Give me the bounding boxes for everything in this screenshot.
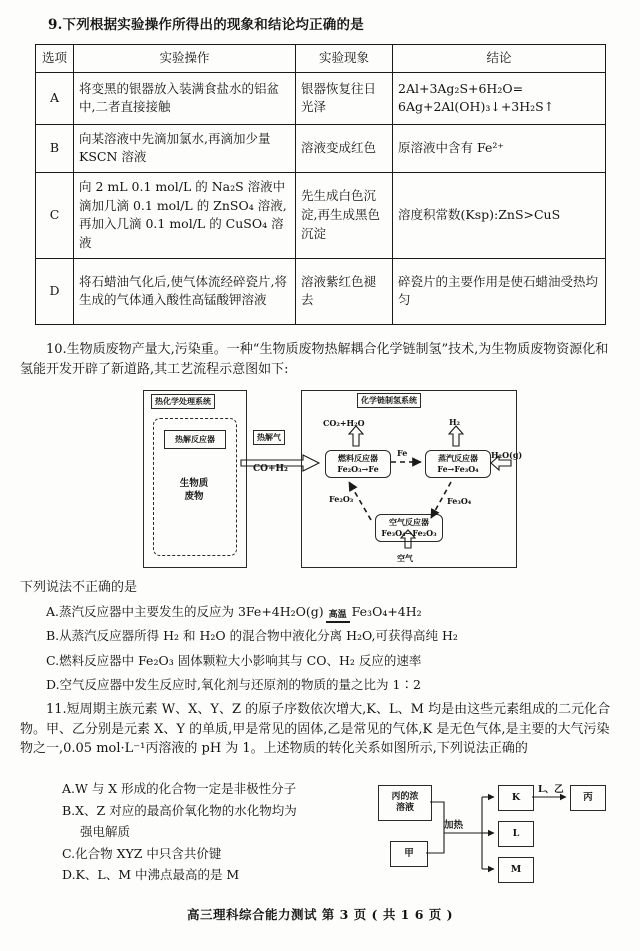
table-header-phenomenon: 实验现象 (296, 45, 393, 73)
q11-option-b-continued: 强电解质 (80, 824, 131, 839)
q11-option-d: D.K、L、M 中沸点最高的是 M (62, 867, 240, 882)
conclusion-a-line2: 6Ag+2Al(OH)₃↓+3H₂S↑ (398, 99, 555, 115)
fuel-reactor-output-label: CO₂+H₂O (323, 418, 365, 428)
question-9-table (35, 44, 606, 325)
transformation-diagram-arrows (378, 783, 608, 887)
source-line1: 丙的浓 (391, 792, 419, 803)
hollow-arrow-co2 (349, 426, 363, 446)
heating-condition-label: 加热 (444, 820, 464, 831)
chemical-looping-system-title: 化学链制氢系统 (357, 393, 421, 408)
row-operation-b: 向某溶液中先滴加氯水,再滴加少量 KSCN 溶液 (74, 124, 296, 172)
row-phenomenon-c: 先生成白色沉淀,再生成黑色沉淀 (296, 172, 393, 258)
dashed-arrow-fe2o3 (349, 482, 371, 520)
row-conclusion-d: 碎瓷片的主要作用是使石蜡油受热均匀 (393, 258, 606, 324)
fuel-reactor-name: 燃料反应器 (338, 453, 378, 463)
product-bing-box: 丙 (570, 785, 606, 811)
arrow-reagent-label: L、乙 (538, 784, 564, 795)
question-10-prompt: 下列说法不正确的是 (20, 580, 138, 595)
pyrolysis-reactor-box: 热解反应器 (164, 430, 226, 449)
option-a-post: Fe₃O₄+4H₂ (351, 604, 422, 619)
table-header-operation: 实验操作 (74, 45, 296, 73)
row-operation-d: 将石蜡油气化后,使气体流经碎瓷片,将生成的气体通入酸性高锰酸钾溶液 (74, 258, 296, 324)
row-conclusion-a (393, 72, 606, 124)
thermochemical-system-title: 热化学处理系统 (151, 394, 215, 409)
row-option-c: C (36, 172, 74, 258)
hollow-arrow-pyrogas (241, 455, 319, 471)
row-operation-a: 将变黑的银器放入装满食盐水的铝盆中,二者直接接触 (74, 72, 296, 124)
reagent-jia-box: 甲 (390, 841, 428, 867)
pyrolysis-gas-label: 热解气 (253, 430, 285, 445)
page-footer: 高三理科综合能力测试 第 3 页 ( 共 1 6 页 ) (186, 907, 454, 922)
question-9-stem: 9.下列根据实验操作所得出的现象和结论均正确的是 (48, 17, 364, 33)
option-a (46, 600, 626, 624)
table-row (36, 258, 606, 324)
option-c: C.燃料反应器中 Fe₂O₃ 固体颗粒大小影响其与 CO、H₂ 反应的速率 (46, 652, 422, 668)
question-10-stem: 10.生物质废物产量大,污染重。一种“生物质废物热解耦合化学链制氢”技术,为生物质废物资源化和氢能开发开辟了新道路,其工艺流程示意图如下: (20, 342, 609, 377)
biomass-line1: 生物质 (179, 478, 209, 489)
hollow-arrow-air-in (401, 530, 415, 548)
air-input-label: 空气 (397, 553, 413, 563)
transformation-diagram (378, 783, 608, 887)
row-phenomenon-b: 溶液变成红色 (296, 124, 393, 172)
table-row (36, 172, 606, 258)
question-10-options (46, 600, 626, 698)
option-a-pre: A.蒸汽反应器中主要发生的反应为 3Fe+4H₂O(g) (46, 604, 324, 619)
row-option-a: A (36, 72, 74, 124)
steam-input-label: H₂O(g) (491, 450, 523, 460)
table-header-row (36, 45, 606, 73)
table-header-conclusion: 结论 (393, 45, 606, 73)
dashed-arrow-fe3o4 (431, 482, 451, 518)
q11-option-c: C.化合物 XYZ 中只含共价键 (62, 845, 222, 861)
table-header-option: 选项 (36, 45, 74, 73)
hydrogen-output-label: H₂ (449, 417, 461, 427)
option-b: B.从蒸汽反应器所得 H₂ 和 H₂O 的混合物中液化分离 H₂O,可获得高纯 H₂ (46, 628, 458, 644)
fuel-reactor-equation: Fe₂O₃→Fe (337, 463, 379, 474)
product-k-box: K (498, 785, 534, 811)
fe3o4-transfer-label: Fe₃O₄ (447, 496, 472, 506)
fe-transfer-label: Fe (397, 448, 408, 458)
row-option-d: D (36, 258, 74, 324)
reaction-condition-label: 高温 (326, 611, 350, 623)
product-m-box: M (498, 857, 534, 883)
question-11-options (62, 778, 372, 886)
line-from-source (430, 802, 444, 833)
row-option-b: B (36, 124, 74, 172)
hollow-arrow-h2 (449, 426, 463, 446)
row-conclusion-c: 溶度积常数(Ksp):ZnS>CuS (393, 172, 606, 258)
product-l-box: L (498, 821, 534, 847)
biomass-line2: 废物 (184, 490, 204, 502)
option-d: D.空气反应器中发生反应时,氧化剂与还原剂的物质的量之比为 1∶2 (46, 677, 421, 693)
flow-diagram-arrows (143, 390, 515, 568)
q11-option-a: A.W 与 X 形成的化合物一定是非极性分子 (62, 781, 297, 796)
question-11-stem: 11.短周期主族元素 W、X、Y、Z 的原子序数依次增大,K、L、M 均是由这些元素组成的二元化合物。甲、乙分别是元素 X、Y 的单质,甲是常见的固体,乙是常见的气体,K 是无色气体,是主要的大气污染物之一,0.05 mol·L⁻¹丙溶液的 pH 为 1。上述物质的转化关系如图所示,下列说法正确的 (20, 702, 611, 756)
fe2o3-transfer-label: Fe₂O₃ (329, 494, 354, 504)
row-operation-c: 向 2 mL 0.1 mol/L 的 Na₂S 溶液中滴加几滴 0.1 mol/L 的 ZnSO₄ 溶液,再加入几滴 0.1 mol/L 的 CuSO₄ 溶液 (74, 172, 296, 258)
table-row (36, 72, 606, 124)
steam-reactor-name: 蒸汽反应器 (438, 453, 478, 463)
air-reactor-name: 空气反应器 (389, 517, 429, 527)
row-phenomenon-a: 银器恢复往日光泽 (296, 72, 393, 124)
source-line2: 溶液 (395, 803, 414, 813)
line-from-reagent (426, 833, 444, 853)
q11-option-b: B.X、Z 对应的最高价氧化物的水化物均为 (62, 802, 297, 818)
row-conclusion-b: 原溶液中含有 Fe²⁺ (393, 124, 606, 172)
hollow-arrow-steam-in (491, 456, 511, 470)
chemical-looping-flow-diagram (143, 390, 523, 568)
conclusion-a-line1: 2Al+3Ag₂S+6H₂O= (398, 80, 524, 96)
steam-reactor-equation: Fe→Fe₃O₄ (437, 463, 479, 474)
table-row (36, 124, 606, 172)
air-reactor-equation: Fe₃O₄→Fe₂O₃ (381, 527, 437, 538)
co-h2-label: CO+H₂ (253, 464, 288, 474)
row-phenomenon-d: 溶液紫红色褪去 (296, 258, 393, 324)
